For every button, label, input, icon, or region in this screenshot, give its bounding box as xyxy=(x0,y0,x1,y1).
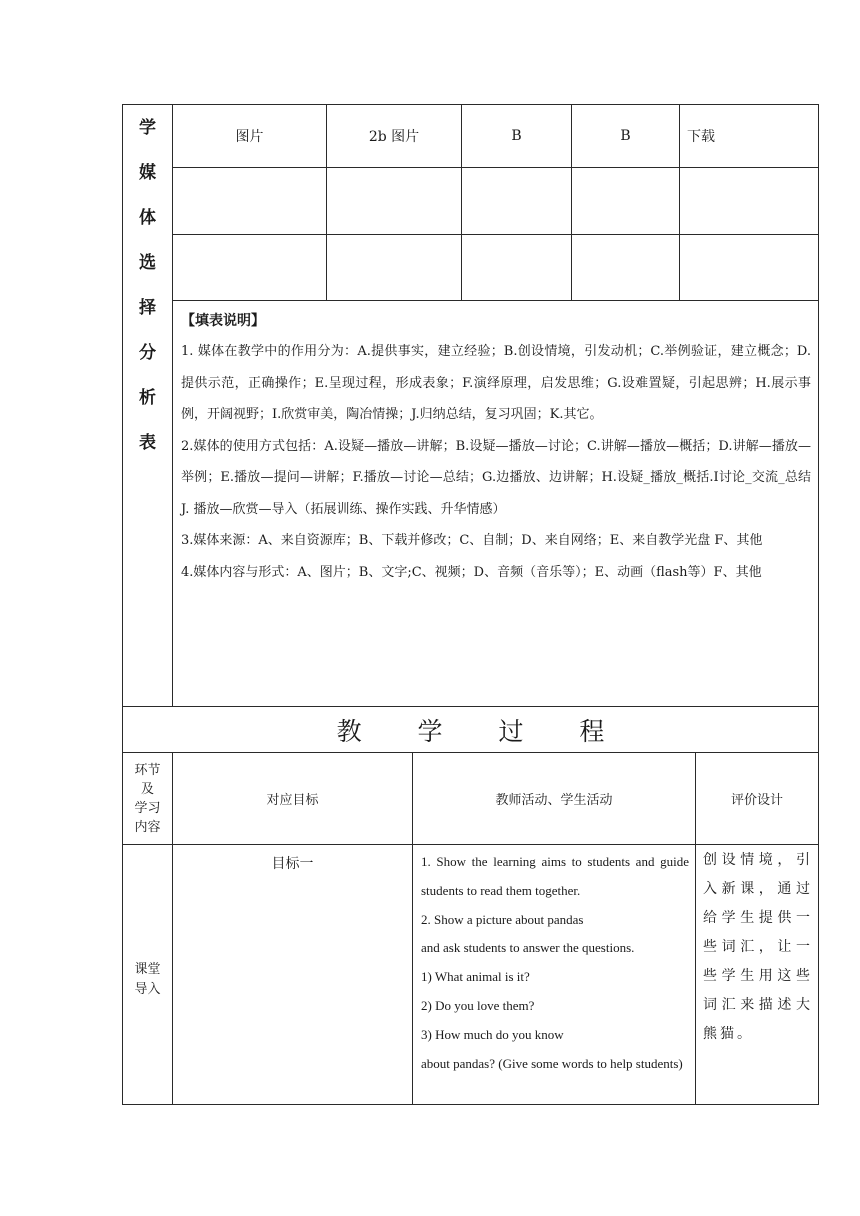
section-lead-in xyxy=(123,960,172,1000)
goal-column-header: 对应目标 xyxy=(266,793,319,808)
instruction-item: 2.媒体的使用方式包括：A.设疑—播放—讲解；B.设疑—播放—讨论；C.讲解—播放—概括；D.讲解—播放—举例；E.播放—提问—讲解；F.播放—讨论—总结；G.边播放、边讲解；H.设疑_播放_概括.I讨论_交流_总结 J. 播放—欣赏—导入（拓展训练、操作实践、升华情感） xyxy=(181,438,811,517)
media-cell-b: B xyxy=(511,128,522,144)
activity-line: 1) What animal is it? xyxy=(421,969,530,985)
activity-line: 1. Show the learning aims to students and guide students to read them together. xyxy=(421,854,689,898)
instructions-title: 【填表说明】 xyxy=(181,313,265,329)
side-char: 择 xyxy=(139,298,156,318)
media-analysis-side-label xyxy=(123,106,172,466)
section-line: 课堂 xyxy=(134,962,161,977)
media-cell-picture: 图片 xyxy=(235,129,264,145)
side-char: 学 xyxy=(139,118,156,138)
instruction-item: 4.媒体内容与形式：A、图片；B、文字;C、视频；D、音频（音乐等）；E、动画（flash等）F、其他 xyxy=(181,564,762,580)
goal-one: 目标一 xyxy=(271,856,314,872)
instruction-item: 1. 媒体在教学中的作用分为：A.提供事实，建立经验；B.创设情境，引发动机；C.举例验证，建立概念；D.提供示范，正确操作；E.呈现过程，形成表象；F.演绎原理，启发思维；G.设难置疑，引起思辨；H.展示事例，开阔视野；I.欣赏审美，陶冶情操；J.归纳总结，复习巩固；K.其它。 xyxy=(181,344,811,422)
header-line: 内容 xyxy=(134,819,161,835)
evaluation-column-header: 评价设计 xyxy=(730,793,783,808)
activity-line: about pandas? (Give some words to help students) xyxy=(421,1055,683,1071)
activity-line: 3) How much do you know xyxy=(421,1026,564,1042)
section-line: 导入 xyxy=(134,982,161,997)
media-cell-b: B xyxy=(620,128,631,144)
activity-line: 2) Do you love them? xyxy=(421,997,535,1013)
evaluation-design-text: 创设情境，引入新课，通过给学生提供一些词汇，让一些学生用这些词汇来描述大熊猫。 xyxy=(703,852,813,1042)
header-line: 环节 xyxy=(134,762,161,778)
side-char: 分 xyxy=(139,343,156,363)
row-divider xyxy=(172,300,819,301)
activity-column-header: 教师活动、学生活动 xyxy=(495,793,613,808)
side-char: 析 xyxy=(139,388,156,408)
section-column-header xyxy=(123,753,172,844)
media-cell-download: 下载 xyxy=(687,129,715,145)
media-cell-2b-picture: 2b 图片 xyxy=(368,129,420,145)
side-char: 选 xyxy=(139,253,156,273)
teaching-process-title: 教 学 过 程 xyxy=(336,716,629,746)
table-border-bottom xyxy=(122,1104,819,1105)
side-char: 表 xyxy=(139,433,156,453)
side-char: 体 xyxy=(139,208,156,228)
activity-line: 2. Show a picture about pandas xyxy=(421,911,584,927)
teacher-student-activities xyxy=(421,848,689,1078)
side-char: 媒 xyxy=(139,163,156,183)
row-divider xyxy=(122,844,819,845)
header-line: 及 xyxy=(140,781,154,797)
header-line: 学习 xyxy=(134,800,161,816)
fill-in-instructions xyxy=(181,306,811,588)
activity-line: and ask students to answer the questions. xyxy=(421,940,635,956)
side-column-divider xyxy=(172,104,173,707)
row-divider xyxy=(172,234,819,235)
table-border-right xyxy=(818,104,819,1105)
instruction-item: 3.媒体来源：A、来自资源库；B、下载并修改；C、自制；D、来自网络；E、来自教学光盘 F、其他 xyxy=(181,533,763,548)
row-divider xyxy=(172,167,819,168)
col-divider xyxy=(679,104,680,301)
